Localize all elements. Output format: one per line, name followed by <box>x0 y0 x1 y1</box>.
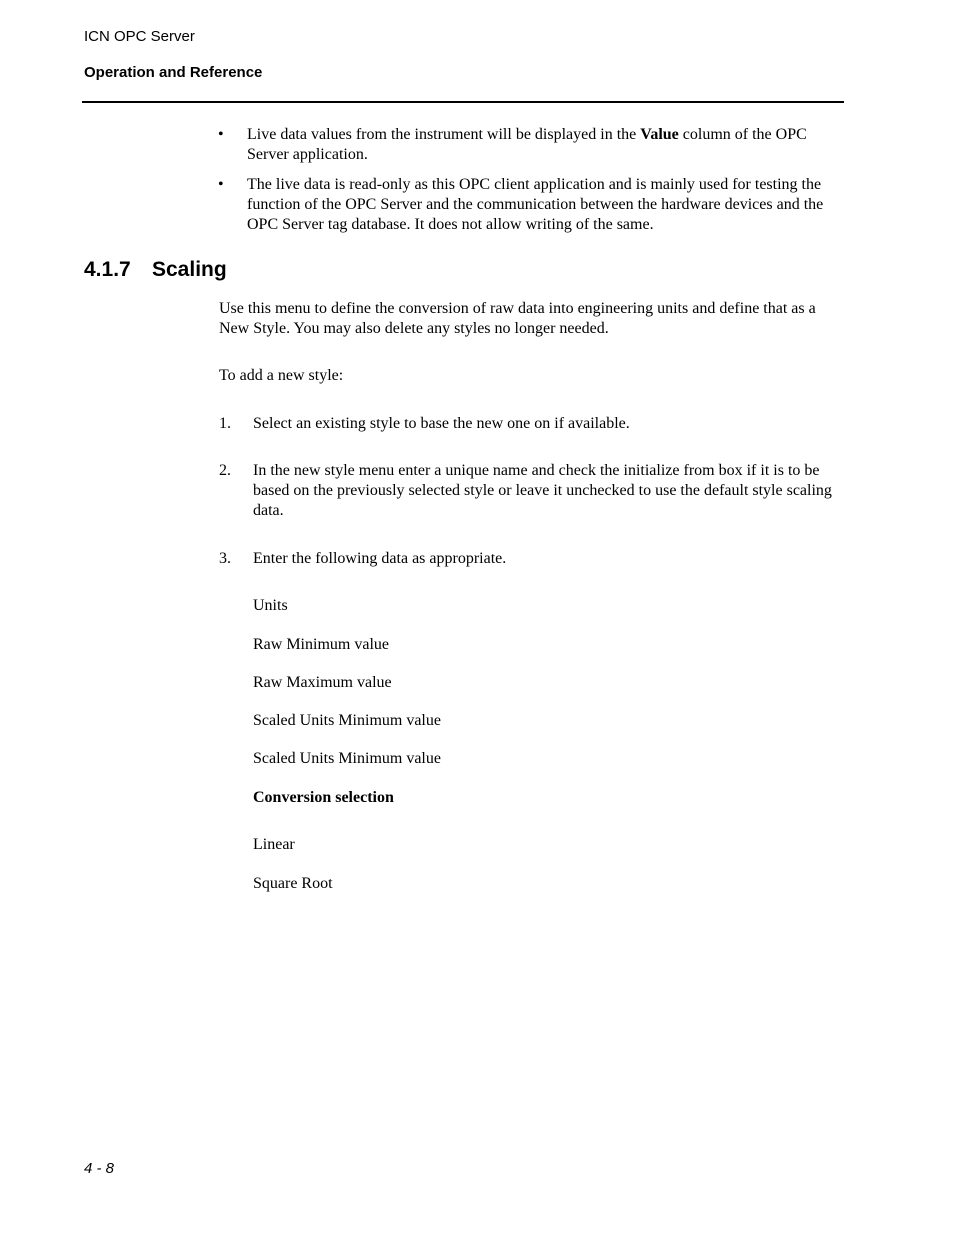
section-number: 4.1.7 <box>84 258 131 281</box>
data-item-raw-min: Raw Minimum value <box>253 636 389 653</box>
bullet-marker: • <box>218 126 224 143</box>
step-text: In the new style menu enter a unique name and check the initialize from box if it is to be based on the previously selected style or leave it unchecked to use the default style scaling data. <box>253 462 832 519</box>
data-item-scaled-min-2: Scaled Units Minimum value <box>253 750 441 767</box>
conversion-linear: Linear <box>253 836 295 853</box>
step-number: 1. <box>219 415 231 432</box>
section-title: Scaling <box>152 258 227 281</box>
header-subtitle: Operation and Reference <box>84 64 263 81</box>
header-title: ICN OPC Server <box>84 28 195 45</box>
bold-value-term: Value <box>640 126 679 143</box>
step-number: 3. <box>219 550 231 567</box>
intro-paragraph: Use this menu to define the conversion of raw data into engineering units and define that as a New Style. You may also delete any styles no longer needed. <box>219 300 816 337</box>
bullet-item-1: Live data values from the instrument will be displayed in the Value column of the OPC Server application. <box>247 126 807 163</box>
header-rule <box>82 101 844 103</box>
conversion-square-root: Square Root <box>253 875 333 892</box>
add-style-label: To add a new style: <box>219 367 344 384</box>
page-number: 4 - 8 <box>84 1160 115 1177</box>
step-text: Select an existing style to base the new one on if available. <box>253 415 630 432</box>
bullet-marker: • <box>218 176 224 193</box>
step-text: Enter the following data as appropriate. <box>253 550 507 567</box>
data-item-units: Units <box>253 597 288 614</box>
step-number: 2. <box>219 462 231 479</box>
bullet-item-2: The live data is read-only as this OPC client application and is mainly used for testing the function of the OPC Server and the communication between the hardware devices and the OPC Server tag database. It does not allow writing of the same. <box>247 176 824 233</box>
data-item-scaled-min: Scaled Units Minimum value <box>253 712 441 729</box>
conversion-heading: Conversion selection <box>253 789 394 806</box>
section-heading <box>84 258 227 282</box>
data-item-raw-max: Raw Maximum value <box>253 674 392 691</box>
